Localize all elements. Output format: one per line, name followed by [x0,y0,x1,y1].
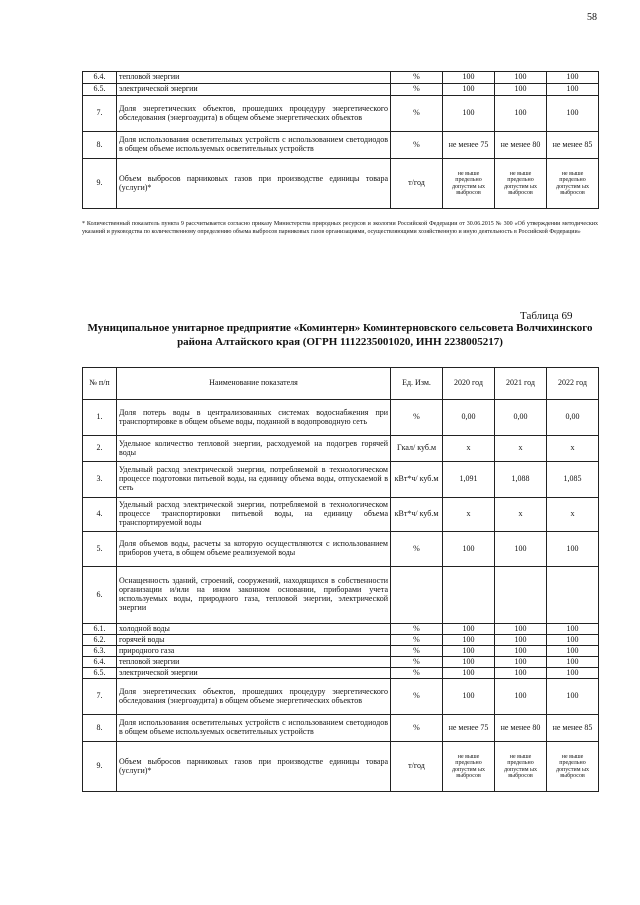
row-number: 6.2. [83,635,117,646]
value-2022: не менее 85 [547,715,599,742]
value-2022: 1,085 [547,462,599,498]
value-2022: не менее 85 [547,132,599,159]
value-2021: х [495,498,547,532]
value-2022: 100 [547,532,599,567]
row-number: 9. [83,742,117,792]
value-2020: не менее 75 [443,715,495,742]
table-row [83,159,599,209]
row-name: Доля использования осветительных устройств с использованием светодиодов в общем объеме используемых осветительных устройств [117,132,391,159]
table-row [83,436,599,462]
value-2022: 0,00 [547,400,599,436]
value-2021: 100 [495,624,547,635]
table-row [83,715,599,742]
table-row [83,498,599,532]
row-number: 1. [83,400,117,436]
row-unit: % [391,96,443,132]
row-name: тепловой энергии [117,72,391,84]
row-name: Доля энергетических объектов, прошедших процедуру энергетического обследования (энергоаудита) в общем объеме энергетических объектов [117,679,391,715]
header-2021: 2021 год [495,368,547,400]
row-name: Оснащенность зданий, строений, сооружений, находящихся в собственности организации и/или на ином законном основании, приборами учета используемых воды, природного газа, тепловой энергии, электрической энергии [117,567,391,624]
table-row [83,132,599,159]
row-unit: % [391,624,443,635]
value-2021: не выше предельно допустим ых выбросов [495,742,547,792]
header-2020: 2020 год [443,368,495,400]
row-unit: % [391,72,443,84]
row-number: 2. [83,436,117,462]
row-number: 8. [83,715,117,742]
row-unit: % [391,715,443,742]
row-name: Удельный расход электрической энергии, потребляемой в технологическом процессе подготовки питьевой воды, на единицу объема воды, отпускаемой в сеть [117,462,391,498]
value-2022: 100 [547,646,599,657]
value-2022: х [547,436,599,462]
value-2021: 100 [495,84,547,96]
row-number: 6.4. [83,657,117,668]
value-2021: 100 [495,679,547,715]
header-unit: Ед. Изм. [391,368,443,400]
table-row [83,462,599,498]
table-row [83,84,599,96]
row-number: 6.3. [83,646,117,657]
value-2020: 100 [443,679,495,715]
row-unit: % [391,532,443,567]
row-unit [391,567,443,624]
table-row [83,635,599,646]
row-name: Доля энергетических объектов, прошедших процедуру энергетического обследования (энергоаудита) в общем объеме энергетических объектов [117,96,391,132]
row-unit: % [391,635,443,646]
row-number: 5. [83,532,117,567]
value-2020: 100 [443,96,495,132]
table-row [83,400,599,436]
value-2021: х [495,436,547,462]
row-name: электрической энергии [117,668,391,679]
row-name: Доля потерь воды в централизованных системах водоснабжения при транспортировке в общем объеме воды, поданной в водопроводную сеть [117,400,391,436]
table-row [83,567,599,624]
value-2020: 100 [443,635,495,646]
value-2022 [547,567,599,624]
value-2022: 100 [547,635,599,646]
row-unit: Гкал/ куб.м [391,436,443,462]
header-2022: 2022 год [547,368,599,400]
table-row [83,646,599,657]
value-2022: 100 [547,657,599,668]
value-2020: 100 [443,624,495,635]
table-69 [82,367,599,792]
value-2020: 100 [443,646,495,657]
value-2021: 100 [495,646,547,657]
value-2020: не выше предельно допустим ых выбросов [443,742,495,792]
value-2020 [443,567,495,624]
value-2022: 100 [547,679,599,715]
table-row [83,742,599,792]
row-name: Доля объемов воды, расчеты за которую осуществляются с использованием приборов учета, в общем объеме реализуемой воды [117,532,391,567]
row-unit: % [391,657,443,668]
value-2020: 100 [443,532,495,567]
row-unit: % [391,132,443,159]
row-number: 6.4. [83,72,117,84]
row-name: природного газа [117,646,391,657]
value-2022: 100 [547,624,599,635]
table-row [83,532,599,567]
value-2021: 100 [495,635,547,646]
header-name: Наименование показателя [117,368,391,400]
value-2021: не менее 80 [495,132,547,159]
value-2021: 100 [495,72,547,84]
row-name: электрической энергии [117,84,391,96]
value-2021: не выше предельно допустим ых выбросов [495,159,547,209]
value-2022: не выше предельно допустим ых выбросов [547,159,599,209]
value-2022: 100 [547,84,599,96]
value-2020: 1,091 [443,462,495,498]
row-unit: т/год [391,742,443,792]
row-number: 7. [83,679,117,715]
row-name: горячей воды [117,635,391,646]
table-row [83,657,599,668]
value-2021 [495,567,547,624]
row-unit: т/год [391,159,443,209]
value-2021: не менее 80 [495,715,547,742]
row-unit: % [391,84,443,96]
value-2020: 100 [443,72,495,84]
row-name: Объем выбросов парниковых газов при производстве единицы товара (услуги)* [117,742,391,792]
row-number: 4. [83,498,117,532]
row-unit: % [391,679,443,715]
value-2020: 100 [443,84,495,96]
value-2020: 100 [443,657,495,668]
value-2020: х [443,436,495,462]
row-unit: % [391,646,443,657]
page-number: 58 [587,12,597,23]
value-2022: х [547,498,599,532]
value-2021: 100 [495,532,547,567]
row-number: 9. [83,159,117,209]
row-unit: кВт*ч/ куб.м [391,462,443,498]
row-name: холодной воды [117,624,391,635]
row-number: 7. [83,96,117,132]
value-2022: не выше предельно допустим ых выбросов [547,742,599,792]
row-number: 6. [83,567,117,624]
table-continuation [82,71,599,209]
row-unit: % [391,668,443,679]
header-num: № п/п [83,368,117,400]
row-unit: кВт*ч/ куб.м [391,498,443,532]
table-row [83,72,599,84]
table-row [83,668,599,679]
row-name: Удельный расход электрической энергии, потребляемой в технологическом процессе транспортировки питьевой воды, на единицу объема транспортируемой воды [117,498,391,532]
row-number: 3. [83,462,117,498]
value-2020: х [443,498,495,532]
row-number: 8. [83,132,117,159]
table-row [83,96,599,132]
value-2021: 0,00 [495,400,547,436]
value-2022: 100 [547,72,599,84]
value-2020: не менее 75 [443,132,495,159]
value-2020: 100 [443,668,495,679]
value-2021: 100 [495,657,547,668]
value-2022: 100 [547,96,599,132]
row-name: тепловой энергии [117,657,391,668]
table-row [83,679,599,715]
row-name: Доля использования осветительных устройств с использованием светодиодов в общем объеме используемых осветительных устройств [117,715,391,742]
row-unit: % [391,400,443,436]
value-2020: не выше предельно допустим ых выбросов [443,159,495,209]
row-number: 6.1. [83,624,117,635]
value-2021: 100 [495,96,547,132]
footnote: * Количественный показатель пункта 9 рассчитывается согласно приказу Министерства природных ресурсов и экологии Российской Федерации от 30.06.2015 № 300 «Об утверждении методических указаний и руководства по количественному определению объема выбросов парниковых газов организациями, осуществляющими хозяйственную и иную деятельность в Российской Федерации» [82,221,598,235]
value-2020: 0,00 [443,400,495,436]
table-title: Муниципальное унитарное предприятие «Коминтерн» Коминтерновского сельсовета Волчихинского района Алтайского края (ОГРН 1112235001020, ИНН 2238005217) [87,322,593,348]
row-number: 6.5. [83,84,117,96]
table-label: Таблица 69 [520,310,573,322]
row-number: 6.5. [83,668,117,679]
row-name: Объем выбросов парниковых газов при производстве единицы товара (услуги)* [117,159,391,209]
row-name: Удельное количество тепловой энергии, расходуемой на подогрев горячей воды [117,436,391,462]
value-2022: 100 [547,668,599,679]
table-row [83,624,599,635]
value-2021: 100 [495,668,547,679]
value-2021: 1,088 [495,462,547,498]
